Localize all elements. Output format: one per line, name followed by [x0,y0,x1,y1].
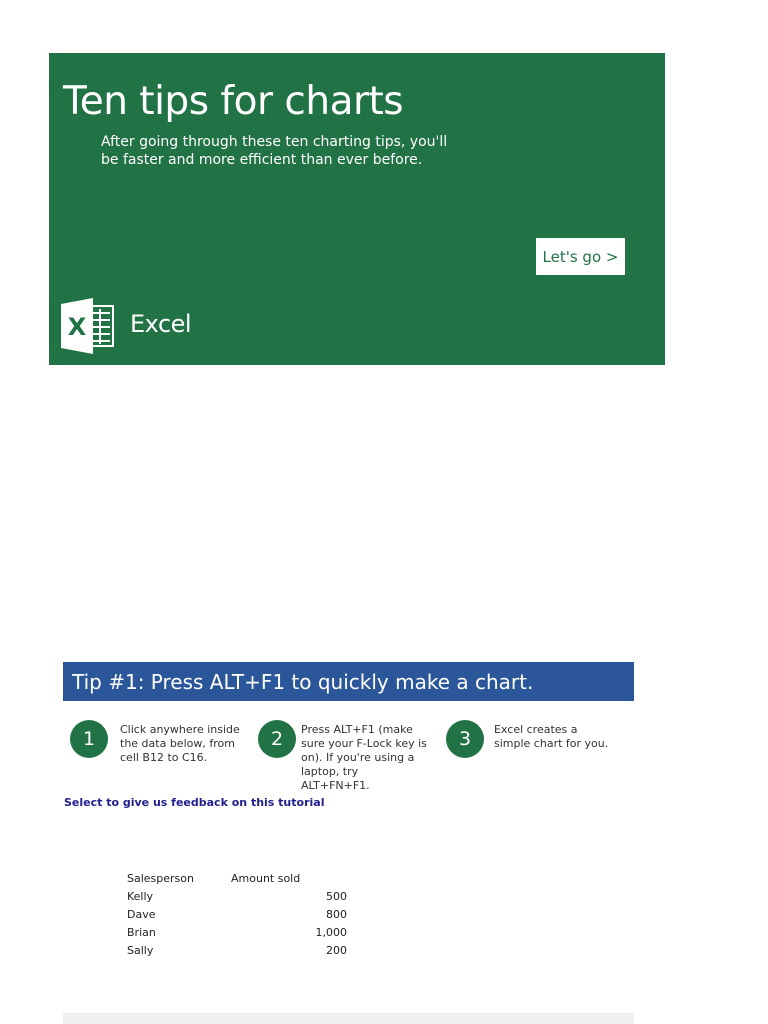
excel-logo-letter: X [67,313,87,341]
feedback-link[interactable]: Select to give us feedback on this tutorial [64,796,325,809]
step-text: Excel creates a simple chart for you. [494,723,609,750]
amount-cell[interactable]: 1,000 [315,925,347,939]
page-title: Ten tips for charts [63,79,404,124]
table-row [124,941,347,959]
table-header-row [124,869,347,887]
excel-logo-icon [61,298,117,354]
amount-cell[interactable]: 200 [326,943,347,957]
sales-table [124,869,347,959]
column-header-amount[interactable]: Amount sold [231,871,301,885]
logo-text: Excel [130,310,192,338]
hero-banner [49,53,665,365]
amount-cell[interactable]: 500 [326,889,347,903]
excel-logo [61,298,191,354]
salesperson-cell[interactable]: Dave [127,907,156,921]
salesperson-cell[interactable]: Kelly [127,889,154,903]
hero-subtitle: After going through these ten charting tips, you'll be faster and more efficient than ever before. [101,134,448,168]
step-text: Click anywhere inside the data below, from cell B12 to C16. [120,723,240,764]
lets-go-button[interactable]: Let's go > [536,238,625,275]
salesperson-cell[interactable]: Sally [127,943,154,957]
step-number: 1 [70,720,108,758]
step-text: Press ALT+F1 (make sure your F-Lock key is on). If you're using a laptop, try ALT+FN+F1. [301,723,427,792]
step-number: 3 [446,720,484,758]
column-header-salesperson[interactable]: Salesperson [127,871,194,885]
table-row [124,887,347,905]
table-row [124,923,347,941]
tip-banner [63,662,634,701]
amount-cell[interactable]: 800 [326,907,347,921]
next-section-band [63,1013,634,1024]
table-row [124,905,347,923]
step-number: 2 [258,720,296,758]
salesperson-cell[interactable]: Brian [127,925,156,939]
tip-title: Tip #1: Press ALT+F1 to quickly make a chart. [72,670,534,694]
